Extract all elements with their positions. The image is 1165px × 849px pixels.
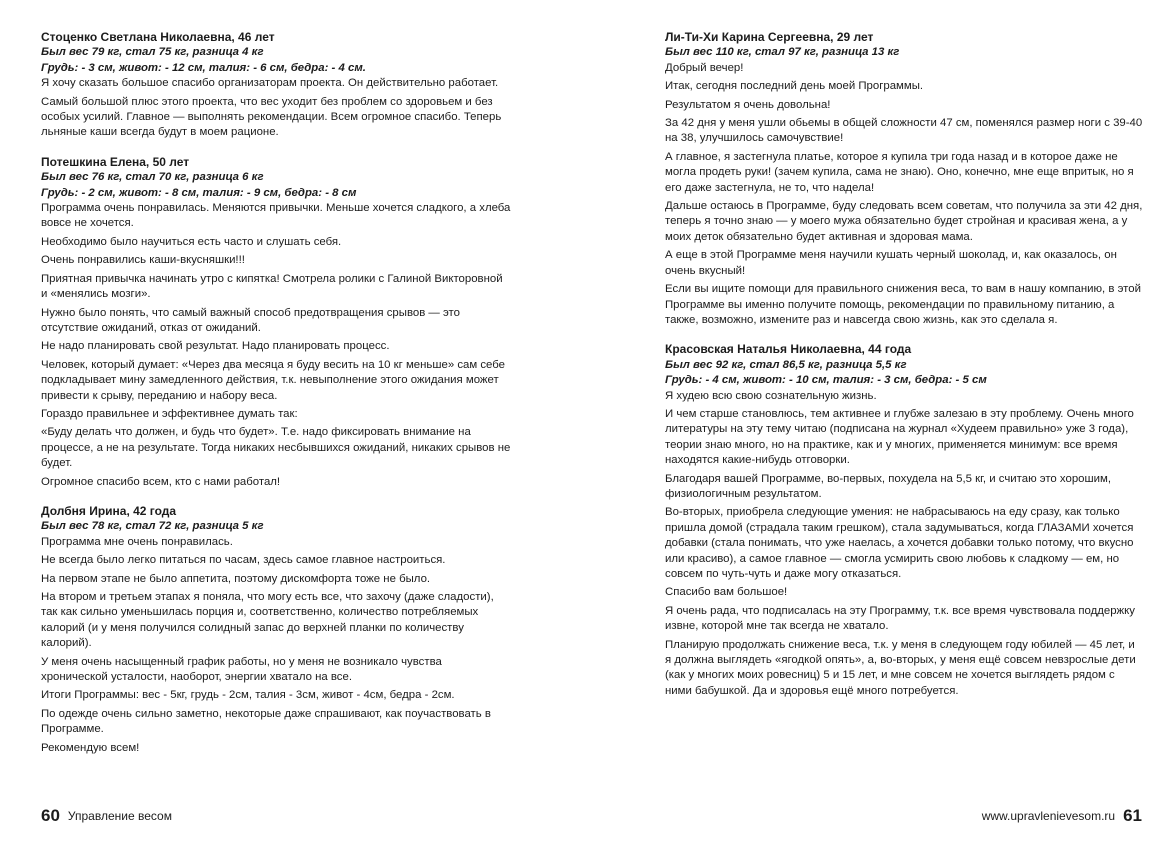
testimonial-paragraph: Программа мне очень понравилась. — [41, 535, 233, 548]
testimonial-results: Был вес 92 кг, стал 86,5 кг, разница 5,5 кг — [665, 358, 907, 371]
testimonial-paragraph: Не всегда было легко питаться по часам, здесь самое главное настроиться. — [41, 554, 446, 567]
footer-left — [41, 806, 172, 826]
testimonial-paragraph: Не надо планировать свой результат. Надо планировать процесс. — [41, 340, 390, 353]
testimonial-paragraph: Рекомендую всем! — [41, 741, 140, 754]
testimonial-author: Красовская Наталья Николаевна, 44 года — [665, 342, 912, 357]
testimonial-entry — [665, 30, 1143, 328]
testimonial-results: Грудь: - 4 см, живот: - 10 см, талия: - 3 см, бедра: - 5 см — [665, 374, 987, 387]
testimonial-entry — [665, 342, 1143, 699]
testimonial-paragraph: На первом этапе не было аппетита, поэтому дискомфорта тоже не было. — [41, 572, 431, 585]
testimonial-paragraph: Добрый вечер! — [665, 61, 744, 74]
testimonial-paragraph: Благодаря вашей Программе, во-первых, похудела на 5,5 кг, и считаю это хорошим, физиологичным результатом. — [665, 472, 1112, 500]
testimonial-entry — [41, 30, 511, 141]
testimonial-results: Был вес 78 кг, стал 72 кг, разница 5 кг — [41, 520, 264, 533]
testimonial-paragraph: И чем старше становлюсь, тем активнее и глубже залезаю в эту проблему. Очень много литературы на эту тему читаю (подписана на журнал «Худеем правильно» уже 3 года), теории знаю много, но на практике, как и у многих, применяется минимум: все время находятся какие-нибудь отговорки. — [665, 407, 1134, 467]
testimonial-paragraph: Во-вторых, приобрела следующие умения: не набрасываюсь на еду сразу, как только пришла домой (страдала таким грешком), стала задумываться, когда ГЛАЗАМИ хочется добавки (стала понимать, что уже наелась, а хочется добавки только потому, что вкусно или красиво), а самое главное — смогла усмирить свою любовь к сладкому — ем, но совсем по чуть-чуть и даже могу отказаться. — [665, 506, 1134, 580]
testimonial-paragraph: На втором и третьем этапах я поняла, что могу есть все, что захочу (даже сладости), так как сильно уменьшилась порция и, соответственно, количество потребляемых калорий (и у меня получился солидный запас до верхней планки по количеству калорий). — [41, 591, 494, 650]
testimonial-results: Был вес 79 кг, стал 75 кг, разница 4 кг — [41, 46, 264, 59]
testimonial-entry — [41, 155, 511, 490]
page-number-left: 60 — [41, 806, 60, 825]
testimonial-author: Потешкина Елена, 50 лет — [41, 154, 190, 169]
testimonial-paragraph: По одежде очень сильно заметно, некоторые даже спрашивают, как поучаствовать в Программе. — [41, 707, 491, 736]
testimonial-paragraph: За 42 дня у меня ушли обьемы в общей сложности 47 см, поменялся размер ноги с 39-40 на 38, улучшилось самочувствие! — [665, 117, 1143, 145]
page-number-right: 61 — [1123, 806, 1142, 825]
testimonial-paragraph: Необходимо было научиться есть часто и слушать себя. — [41, 235, 342, 248]
testimonial-paragraph: А главное, я застегнула платье, которое я купила три года назад и в которое даже не могла продеть руки! (зачем купила, сама не знаю). Оно, конечно, мне еще впритык, но я его даже застегнула, не то, что надела! — [665, 150, 1134, 194]
testimonial-results: Был вес 76 кг, стал 70 кг, разница 6 кг — [41, 171, 264, 184]
testimonial-paragraph: Дальше остаюсь в Программе, буду следовать всем советам, что получила за эти 42 дня, теперь я точно знаю — у моего мужа обязательно будет стройная и красивая жена, а у моих деток обязательно будет активная и здоровая мама. — [665, 200, 1143, 243]
testimonial-paragraph: Очень понравились каши-вкусняшки!!! — [41, 254, 245, 267]
testimonial-paragraph: Человек, который думает: «Через два месяца я буду весить на 10 кг меньше» сам себе подкладывает мину замедленного действия, т.к. невыполнение этого ожидания может привести к срыву, переданию и набору веса. — [41, 358, 505, 402]
testimonial-results: Грудь: - 2 см, живот: - 8 см, талия: - 9 см, бедра: - 8 см — [41, 186, 357, 199]
testimonial-results: Грудь: - 3 см, живот: - 12 см, талия: - 6 см, бедра: - 4 см. — [41, 61, 366, 74]
testimonial-paragraph: Я хочу сказать большое спасибо организаторам проекта. Он действительно работает. — [41, 77, 499, 90]
testimonial-paragraph: У меня очень насыщенный график работы, но у меня не возникало чувства хронической усталости, наоборот, энергии хватало на все. — [41, 655, 442, 684]
testimonial-paragraph: Я очень рада, что подписалась на эту Программу, т.к. все время чувствовала поддержку извне, которой мне так всегда не хватало. — [665, 604, 1135, 633]
testimonial-paragraph: Я худею всю свою сознательную жизнь. — [665, 389, 877, 402]
testimonial-paragraph: Самый большой плюс этого проекта, что вес уходит без проблем со здоровьем и без особых усилий. Главное — выполнять рекомендации. Всем огромное спасибо. Теперь льняные каши всегда будут в моем рационе. — [41, 95, 502, 139]
testimonial-paragraph: Нужно было понять, что самый важный способ предотвращения срывов — это отсутствие ожиданий, отказ от ожиданий. — [41, 306, 460, 334]
testimonial-paragraph: Если вы ищите помощи для правильного снижения веса, то вам в нашу компанию, в этой Программе вы именно получите помощь, рекомендации по правильному питанию, а также, возможно, измените раз и навсегда свою жизнь, как это сделала я. — [665, 283, 1141, 326]
publication-title: Управление весом — [67, 809, 172, 823]
testimonial-paragraph: Итак, сегодня последний день моей Программы. — [665, 80, 924, 93]
footer-right — [982, 806, 1142, 826]
testimonial-author: Стоценко Светлана Николаевна, 46 лет — [41, 30, 275, 44]
left-column — [41, 30, 511, 770]
testimonial-paragraph: Огромное спасибо всем, кто с нами работал! — [41, 475, 281, 488]
testimonial-paragraph: Результатом я очень довольна! — [665, 98, 831, 111]
testimonial-paragraph: Итоги Программы: вес - 5кг, грудь - 2см, талия - 3см, живот - 4см, бедра - 2см. — [41, 689, 455, 702]
testimonial-paragraph: Спасибо вам большое! — [665, 586, 788, 599]
testimonial-paragraph: Гораздо правильнее и эффективнее думать так: — [41, 407, 298, 420]
testimonial-entry — [41, 504, 511, 756]
website-url: www.upravlenievesom.ru — [981, 809, 1116, 823]
testimonial-paragraph: Планирую продолжать снижение веса, т.к. у меня в следующем году юбилей — 45 лет, и я должна выглядеть «ягодкой опять», а, во-вторых, у меня ещё совсем невзрослые дети (как у многих моих ровесниц) 5 и 15 лет, и мне совсем не хочется выглядеть рядом с ними бабушкой. Да и здоровья ещё много потребуется. — [665, 638, 1136, 697]
testimonial-author: Долбня Ирина, 42 года — [41, 503, 177, 518]
testimonial-paragraph: Программа очень понравилась. Меняются привычки. Меньше хочется сладкого, а хлеба вовсе не хочется. — [41, 202, 511, 230]
right-column — [665, 30, 1143, 713]
testimonial-paragraph: «Буду делать что должен, и будь что будет». Т.е. надо фиксировать внимание на процессе, а не на результате. Тогда никаких несбывшихся ожиданий, никаких срывов не будет. — [41, 426, 511, 470]
testimonial-paragraph: Приятная привычка начинать утро с кипятка! Смотрела ролики с Галиной Викторовной и «менялись мозги». — [41, 272, 503, 301]
testimonial-results: Был вес 110 кг, стал 97 кг, разница 13 кг — [665, 46, 900, 59]
testimonial-author: Ли-Ти-Хи Карина Сергеевна, 29 лет — [665, 30, 874, 44]
testimonial-paragraph: А еще в этой Программе меня научили кушать черный шоколад, и, как оказалось, он очень вкусный! — [665, 249, 1117, 277]
